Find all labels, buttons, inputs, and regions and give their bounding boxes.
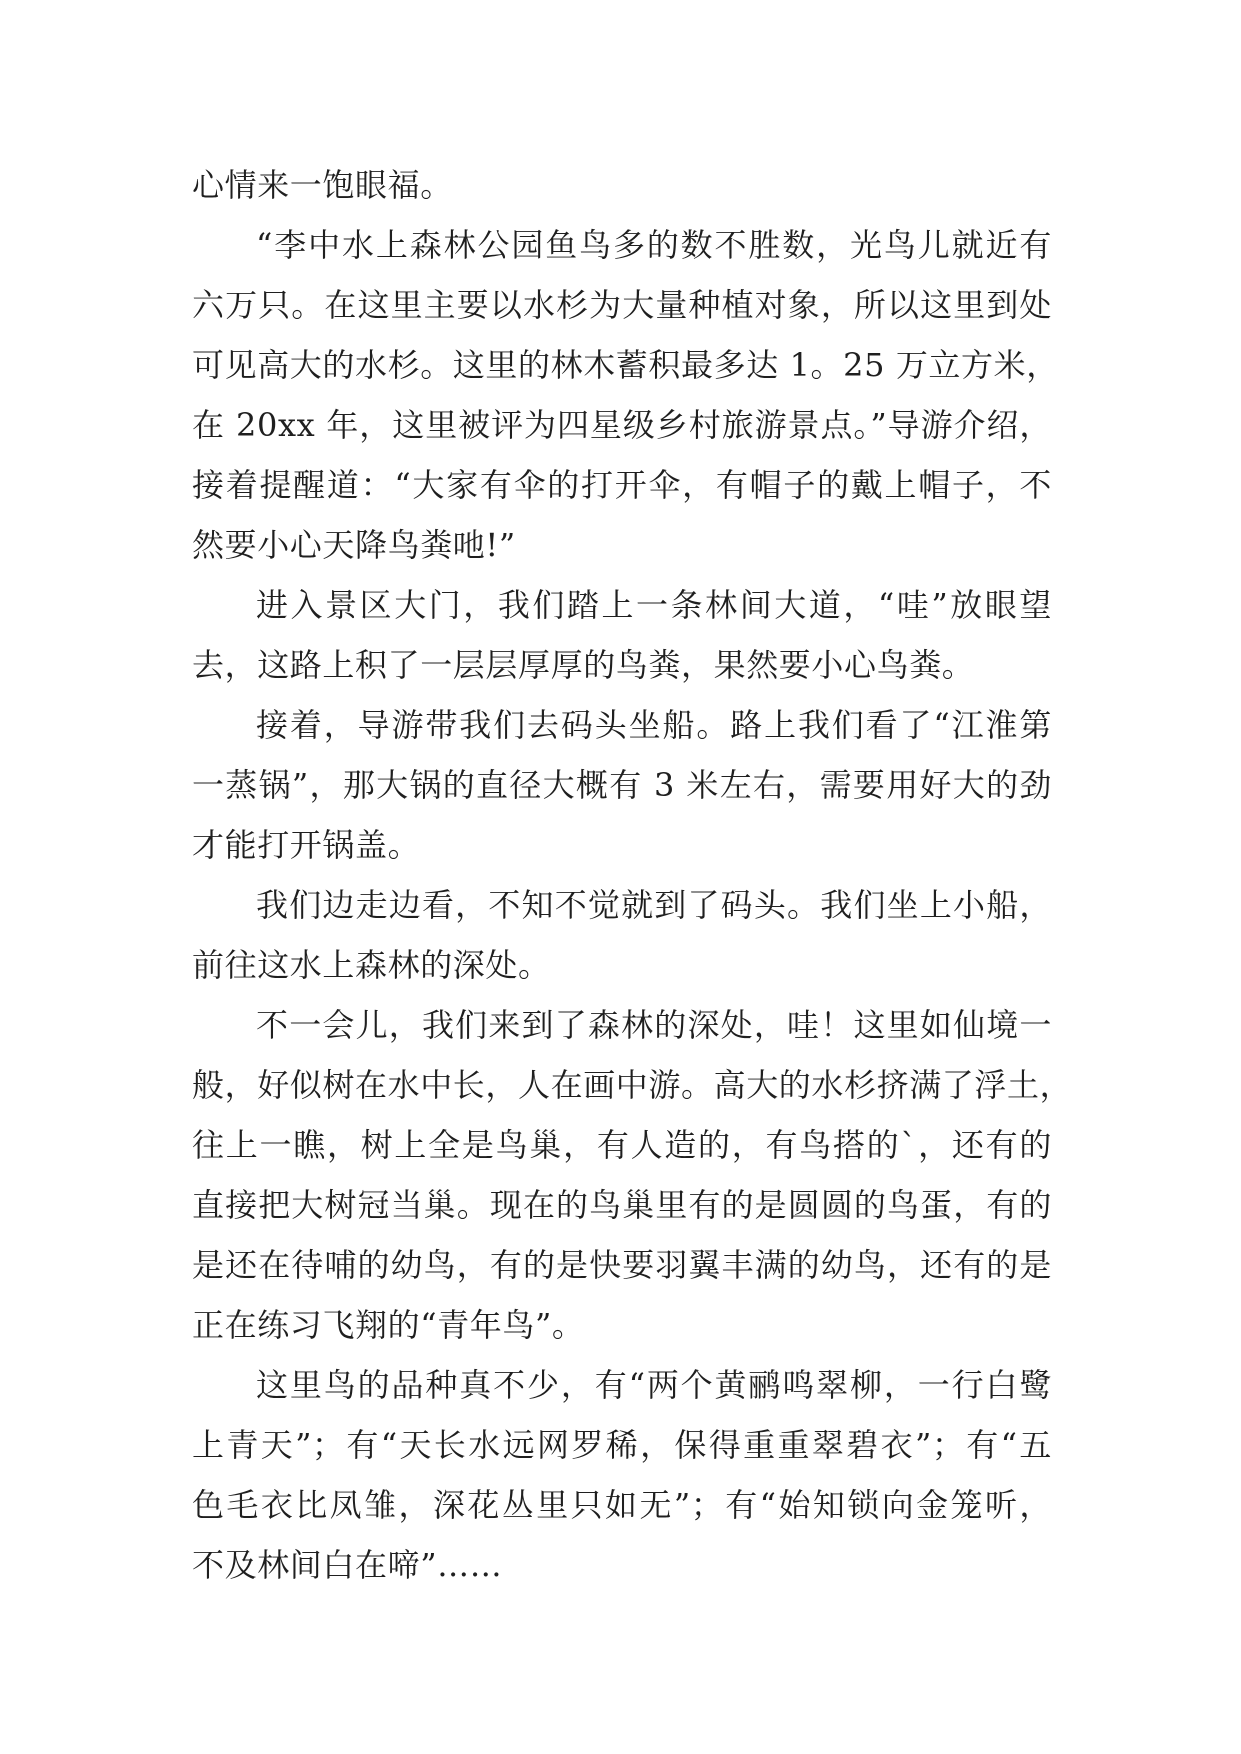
paragraph-line: 去，这路上积了一层层厚厚的鸟粪，果然要小心鸟粪。: [192, 646, 975, 684]
paragraph-line: 进入景区大门，我们踏上一条林间大道，“哇”放眼望: [256, 586, 1052, 624]
paragraph-line: 色毛衣比凤雏，深花丛里只如无”；有“始知锁向金笼听，: [192, 1486, 1052, 1524]
paragraph-line: 正在练习飞翔的“青年鸟”。: [192, 1306, 585, 1344]
paragraph-line: 然要小心天降鸟粪吔!”: [192, 526, 516, 564]
paragraph-line: 六万只。在这里主要以水杉为大量种植对象，所以这里到处: [192, 286, 1052, 324]
paragraph-line: 直接把大树冠当巢。现在的鸟巢里有的是圆圆的鸟蛋，有的: [192, 1186, 1052, 1224]
paragraph-line: 接着提醒道：“大家有伞的打开伞，有帽子的戴上帽子，不: [192, 466, 1052, 504]
paragraph-line: 不及林间白在啼”……: [192, 1546, 503, 1584]
paragraph-line: 才能打开锅盖。: [192, 826, 421, 864]
essay-text: [192, 0, 1073, 1754]
paragraph-line: 心情来一饱眼福。: [192, 166, 453, 204]
paragraph-line: 接着，导游带我们去码头坐船。路上我们看了“江淮第: [256, 706, 1052, 744]
paragraph-line: 往上一瞧，树上全是鸟巢，有人造的，有鸟搭的`，还有的: [192, 1126, 1052, 1164]
paragraph-line: 前往这水上森林的深处。: [192, 946, 551, 984]
paragraph-line: 不一会儿，我们来到了森林的深处，哇！这里如仙境一: [256, 1006, 1052, 1044]
paragraph-line: 我们边走边看，不知不觉就到了码头。我们坐上小船，: [256, 886, 1052, 924]
paragraph-line: “李中水上森林公园鱼鸟多的数不胜数，光鸟儿就近有: [256, 226, 1052, 264]
paragraph-line: 一蒸锅”，那大锅的直径大概有 3 米左右，需要用好大的劲: [192, 766, 1052, 804]
paragraph-line: 可见高大的水杉。这里的林木蓄积最多达 1。25 万立方米，: [192, 346, 1059, 384]
paragraph-line: 这里鸟的品种真不少，有“两个黄鹂鸣翠柳，一行白鹭: [256, 1366, 1052, 1404]
paragraph-line: 般，好似树在水中长，人在画中游。高大的水杉挤满了浮土，: [192, 1066, 1073, 1104]
paragraph-line: 上青天”；有“天长水远网罗稀，保得重重翠碧衣”；有“五: [192, 1426, 1052, 1464]
paragraph-line: 在 20xx 年，这里被评为四星级乡村旅游景点。”导游介绍，: [192, 406, 1052, 444]
paragraph-line: 是还在待哺的幼鸟，有的是快要羽翼丰满的幼鸟，还有的是: [192, 1246, 1052, 1284]
